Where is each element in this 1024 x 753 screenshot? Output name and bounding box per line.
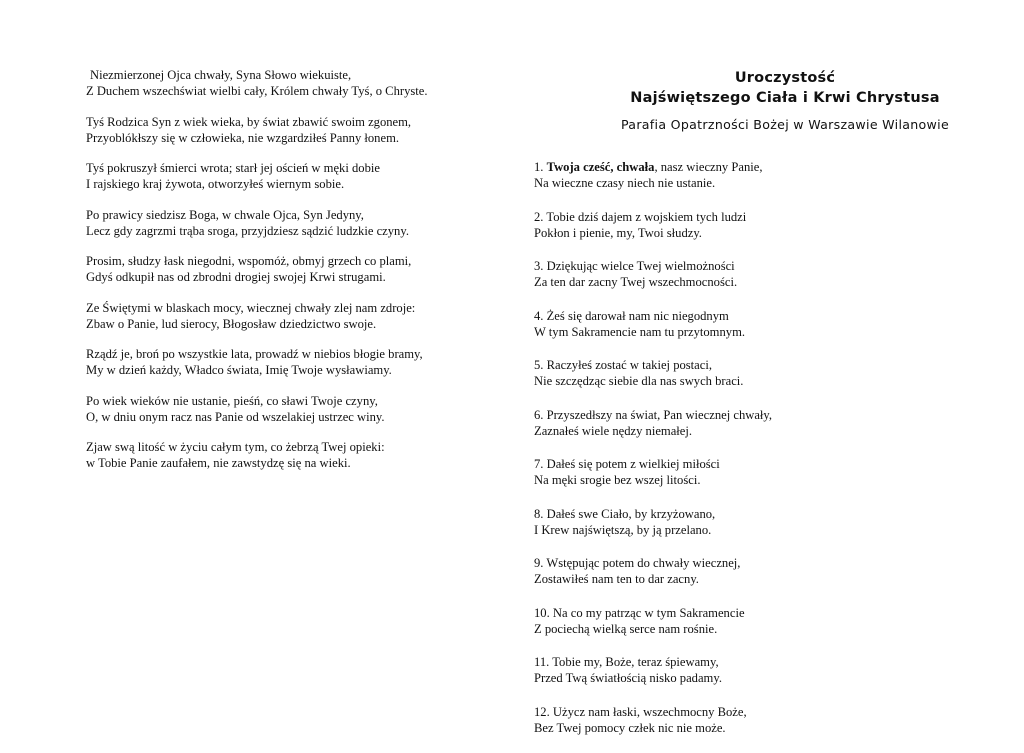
verse-line-2: W tym Sakramencie nam tu przytomnym. (534, 324, 746, 339)
verse (534, 258, 1004, 290)
verse-text: Na co my patrząc w tym Sakramencie (552, 605, 745, 620)
verse-line-1 (534, 357, 1004, 373)
stanza-line: My w dzień każdy, Władco świata, Imię Twoje wysławiamy. (86, 363, 392, 377)
stanza-line: O, w dniu onym racz nas Panie od wszelakiej ustrzec winy. (86, 409, 385, 424)
stanza-line: Gdyś odkupił nas od zbrodni drogiej swojej Krwi strugami. (86, 270, 386, 284)
title-line-2: Najświętszego Ciała i Krwi Chrystusa (630, 90, 940, 106)
page-title (512, 68, 1024, 108)
verse-text: Wstępując potem do chwały wiecznej, (546, 556, 741, 570)
verse-line-1 (534, 159, 1004, 175)
verse-text: , nasz wieczny Panie, (654, 160, 763, 174)
verse-number: 11. (534, 655, 550, 669)
verse (534, 308, 1004, 340)
stanza-line: Lecz gdy zagrzmi trąba sroga, przyjdziesz sądzić ludzkie czyny. (86, 223, 409, 238)
stanza-line: Niezmierzonej Ojca chwały, Syna Słowo wiekuiste, (90, 68, 352, 82)
right-page (512, 0, 1024, 735)
stanza (86, 67, 486, 99)
verse-line-1 (534, 704, 1004, 720)
verse-text: Dziękując wielce Twej wielmożności (546, 259, 735, 273)
verse-line-2: I Krew najświętszą, by ją przelano. (534, 522, 712, 537)
stanza-line: Zbaw o Panie, lud sierocy, Błogosław dziedzictwo swoje. (86, 316, 377, 331)
verse-line-2: Za ten dar zacny Twej wszechmocności. (534, 275, 738, 289)
verse-text: Żeś się darował nam nic niegodnym (546, 308, 729, 323)
left-page (0, 0, 512, 725)
verse-line-1 (534, 209, 1004, 225)
stanza-line: Ze Świętymi w blaskach mocy, wiecznej chwały zlej nam zdroje: (86, 300, 416, 315)
verse-number: 12. (534, 704, 550, 719)
stanza-line: Tyś pokruszył śmierci wrota; starł jej oścień w męki dobie (86, 161, 380, 175)
verse-text: Tobie my, Boże, teraz śpiewamy, (552, 655, 719, 669)
verse-line-1 (534, 407, 1004, 423)
verse (534, 654, 1004, 686)
parish-subtitle: Parafia Opatrzności Bożej w Warszawie Wilanowie (620, 117, 950, 132)
verse-line-2: Nie szczędząc siebie dla nas swych braci. (534, 374, 744, 388)
verse-number: 6. (534, 407, 544, 422)
verse (534, 555, 1004, 587)
stanza (86, 439, 486, 471)
verse-line-1 (534, 555, 1004, 571)
verse-line-2: Przed Twą światłością nisko padamy. (534, 671, 722, 685)
verse-line-2: Na wieczne czasy niech nie ustanie. (534, 176, 716, 190)
verse (534, 209, 1004, 241)
verse (534, 357, 1004, 389)
song-verses (534, 159, 1004, 753)
verse-line-1 (534, 456, 1004, 472)
verse-text: Dałeś swe Ciało, by krzyżowano, (546, 506, 716, 521)
verse-number: 10. (534, 605, 550, 620)
verse-text: Raczyłeś zostać w takiej postaci, (546, 358, 713, 372)
verse-number: 7. (534, 457, 544, 471)
verse-line-2: Bez Twej pomocy człek nic nie może. (534, 720, 726, 735)
title-line-1: Uroczystość (734, 70, 836, 86)
stanza (86, 346, 486, 378)
header (512, 68, 1024, 134)
stanza (86, 253, 486, 285)
verse-number: 5. (534, 358, 544, 372)
verse-number: 8. (534, 506, 544, 521)
verse-number: 3. (534, 259, 544, 273)
stanza (86, 207, 486, 239)
verse (534, 407, 1004, 439)
stanza-line: Prosim, słudzy łask niegodni, wspomóż, obmyj grzech co plami, (86, 254, 412, 268)
stanza-line: w Tobie Panie zaufałem, nie zawstydzę się na wieki. (86, 456, 351, 470)
hymn-stanzas (86, 67, 486, 486)
stanza (86, 393, 486, 425)
stanza-line: Tyś Rodzica Syn z wiek wieka, by świat zbawić swoim zgonem, (86, 114, 412, 129)
verse-line-1 (534, 258, 1004, 274)
verse-line-2: Na męki srogie bez wszej litości. (534, 473, 701, 487)
stanza-line: Rządź je, broń po wszystkie lata, prowadź w niebios błogie bramy, (86, 347, 423, 361)
verse (534, 704, 1004, 736)
verse (534, 506, 1004, 538)
verse-line-2: Pokłon i pienie, my, Twoi słudzy. (534, 225, 702, 240)
verse-line-1 (534, 654, 1004, 670)
verse-number: 9. (534, 556, 544, 570)
stanza-line: Przyoblókłszy się w człowieka, nie wzgardziłeś Panny łonem. (86, 130, 400, 145)
stanza-line: I rajskiego kraj żywota, otworzyłeś wiernym sobie. (86, 177, 345, 191)
verse-line-1 (534, 605, 1004, 621)
stanza-line: Z Duchem wszechświat wielbi cały, Królem chwały Tyś, o Chryste. (86, 84, 428, 98)
verse-text: Dałeś się potem z wielkiej miłości (546, 457, 720, 471)
verse (534, 605, 1004, 637)
verse-line-2: Zaznałeś wiele nędzy niemałej. (534, 423, 693, 438)
verse-text: Użycz nam łaski, wszechmocny Boże, (552, 704, 747, 719)
verse-text: Przyszedłszy na świat, Pan wiecznej chwały, (546, 407, 773, 422)
verse-text: Tobie dziś dajem z wojskiem tych ludzi (546, 209, 747, 224)
verse (534, 159, 1004, 191)
stanza (86, 300, 486, 332)
stanza-line: Po prawicy siedzisz Boga, w chwale Ojca, Syn Jedyny, (86, 207, 364, 222)
stanza (86, 160, 486, 192)
verse-line-1 (534, 506, 1004, 522)
verse-number: 1. (534, 160, 544, 174)
stanza-line: Po wiek wieków nie ustanie, pieśń, co sławi Twoje czyny, (86, 393, 378, 408)
verse-line-2: Z pociechą wielką serce nam rośnie. (534, 621, 718, 636)
verse-line-1 (534, 308, 1004, 324)
stanza-line: Zjaw swą litość w życiu całym tym, co żebrzą Twej opieki: (86, 440, 385, 454)
verse-line-2: Zostawiłeś nam ten to dar zacny. (534, 572, 699, 586)
verse-number: 4. (534, 308, 544, 323)
verse-number: 2. (534, 209, 544, 224)
verse-bold-text: Twoja cześć, chwała (546, 160, 655, 174)
stanza (86, 114, 486, 146)
verse (534, 456, 1004, 488)
